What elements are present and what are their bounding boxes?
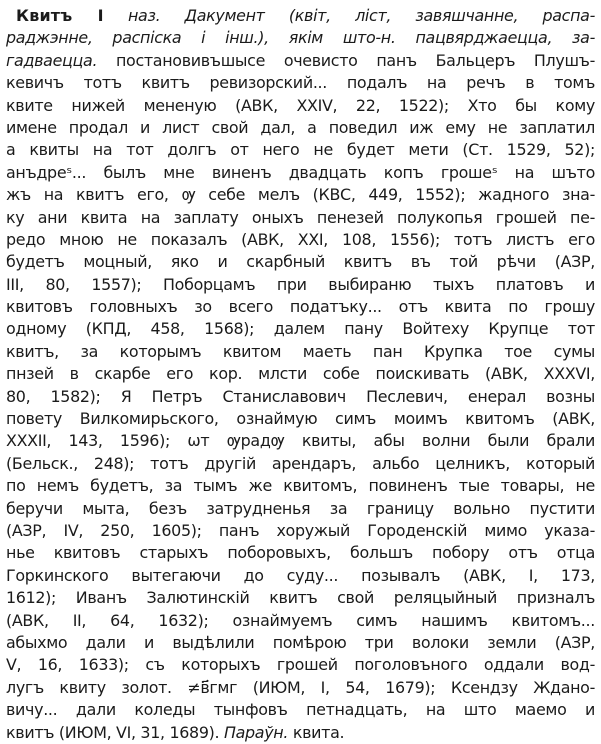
entry-text-line: нье квитовъ старыхъ поборовыхъ, большъ побору отъ отца — [6, 543, 595, 563]
entry-text-line: пнзей в скарбе его кор. млсти собе поискивать (АВК, XXXVI, — [6, 364, 595, 384]
entry-text-line: квите нижей мененую (АВК, XXIV, 22, 1522); Хто бы кому — [6, 95, 595, 115]
entry-text-line: кевичъ тотъ квитъ ревизорский... подалъ на речъ в томъ — [6, 73, 595, 93]
entry-text-line: V, 16, 1633); съ которыхъ грошей поголовъного оддали вод- — [6, 655, 595, 675]
entry-definition-part-1: наз. Дакумент (квіт, ліст, завяшчанне, распа- — [127, 6, 595, 25]
entry-text-line: 1612); Иванъ Залютинскiй квитъ свой реляцыйный призналъ — [6, 588, 595, 608]
entry-headword: Квитъ I — [16, 6, 104, 25]
entry-text-line: Горкинского вытегаючи до суду... позывалъ (АВК, I, 173, — [6, 565, 595, 585]
dictionary-entry-kvit — [6, 5, 595, 744]
entry-line-1 — [6, 5, 595, 27]
entry-text-line: имене продал и лист свой дал, а поведил иж ему не заплатил — [6, 117, 595, 137]
entry-text-line: квитовъ головныхъ зо всего податъку... отъ квита по грошу — [6, 297, 595, 317]
entry-citation-text: постановивъшысе очевисто панъ Бальцеръ Плушъ- — [115, 50, 595, 70]
entry-text-line: жъ на квитъ его, ѹ себе мелъ (КВС, 449, 1552); жадного зна- — [6, 185, 595, 205]
entry-text-line: (АВК, II, 64, 1632); ознаймуемъ симъ нашимъ квитомъ... — [6, 610, 595, 630]
entry-text-line: вичу... дали коледы тынфовъ петнадцать, на што маемо и — [6, 700, 595, 720]
entry-definition-part-3: гадваецца. — [6, 50, 98, 70]
entry-definition-part-2: раджэнне, распіска і інш.), якім што-н. пацвярджаецца, за- — [6, 28, 595, 48]
entry-text-line: а квиты на тот долгъ от него не будет мети (Ст. 1529, 52); — [6, 140, 595, 160]
entry-final-line — [6, 722, 595, 744]
entry-final-citation: квитъ (ИЮМ, VI, 31, 1689). — [6, 722, 220, 742]
entry-text-line: беручи мыта, безъ затрудненья за границу вольно пустити — [6, 498, 595, 518]
entry-text-line: (АЗР, IV, 250, 1605); панъ хоружый Городенскiй мимо указа- — [6, 520, 595, 540]
entry-text-line: квитъ, за которымъ квитом маеть пан Крупка тое сумы — [6, 341, 595, 361]
entry-text-line: лугъ квиту золот. ≠в҃гмг (ИЮМ, I, 54, 1679); Ксендзу Ждано- — [6, 677, 595, 697]
entry-text-line: ку ани квита на заплату оныхъ пенезей полукопья грошей пе- — [6, 207, 595, 227]
entry-parallel-label: Параўн. — [223, 722, 289, 742]
entry-text-line: повету Вилкомирьского, ознаймую симъ моимъ квитомъ (АВК, — [6, 409, 595, 429]
entry-line-2 — [6, 27, 595, 49]
entry-text-line: III, 80, 1557); Поборцамъ при выбираню тыхъ платовъ и — [6, 274, 595, 294]
entry-parallel-word: квита. — [292, 722, 345, 742]
entry-text-line: по немъ будетъ, за тымъ же квитомъ, повиненъ тые товары, не — [6, 476, 595, 496]
entry-text-line: одному (КПД, 458, 1568); далем пану Войтеху Крупце тот — [6, 319, 595, 339]
entry-text-line: абыхмо дали и выдѣлили помѣрою три волоки земли (АЗР, — [6, 632, 595, 652]
entry-text-line: редо мною не показалъ (АВК, XXI, 108, 1556); тотъ листъ его — [6, 229, 595, 249]
entry-text-line: будетъ моцный, яко и скарбный квитъ въ той рѣчи (АЗР, — [6, 252, 595, 272]
entry-text-line: анъдреˢ... былъ мне виненъ двадцать копъ грошеˢ на шъто — [6, 162, 595, 182]
entry-text-line: (Бельск., 248); тотъ другiй арендаръ, альбо целникъ, который — [6, 453, 595, 473]
entry-line-3 — [6, 50, 595, 72]
entry-text-line: XXXII, 143, 1596); ѡт ѹрадѹ квиты, абы волни были брали — [6, 431, 595, 451]
entry-text-line: 80, 1582); Я Петръ Станиславович Песлевич, енерал возны — [6, 386, 595, 406]
